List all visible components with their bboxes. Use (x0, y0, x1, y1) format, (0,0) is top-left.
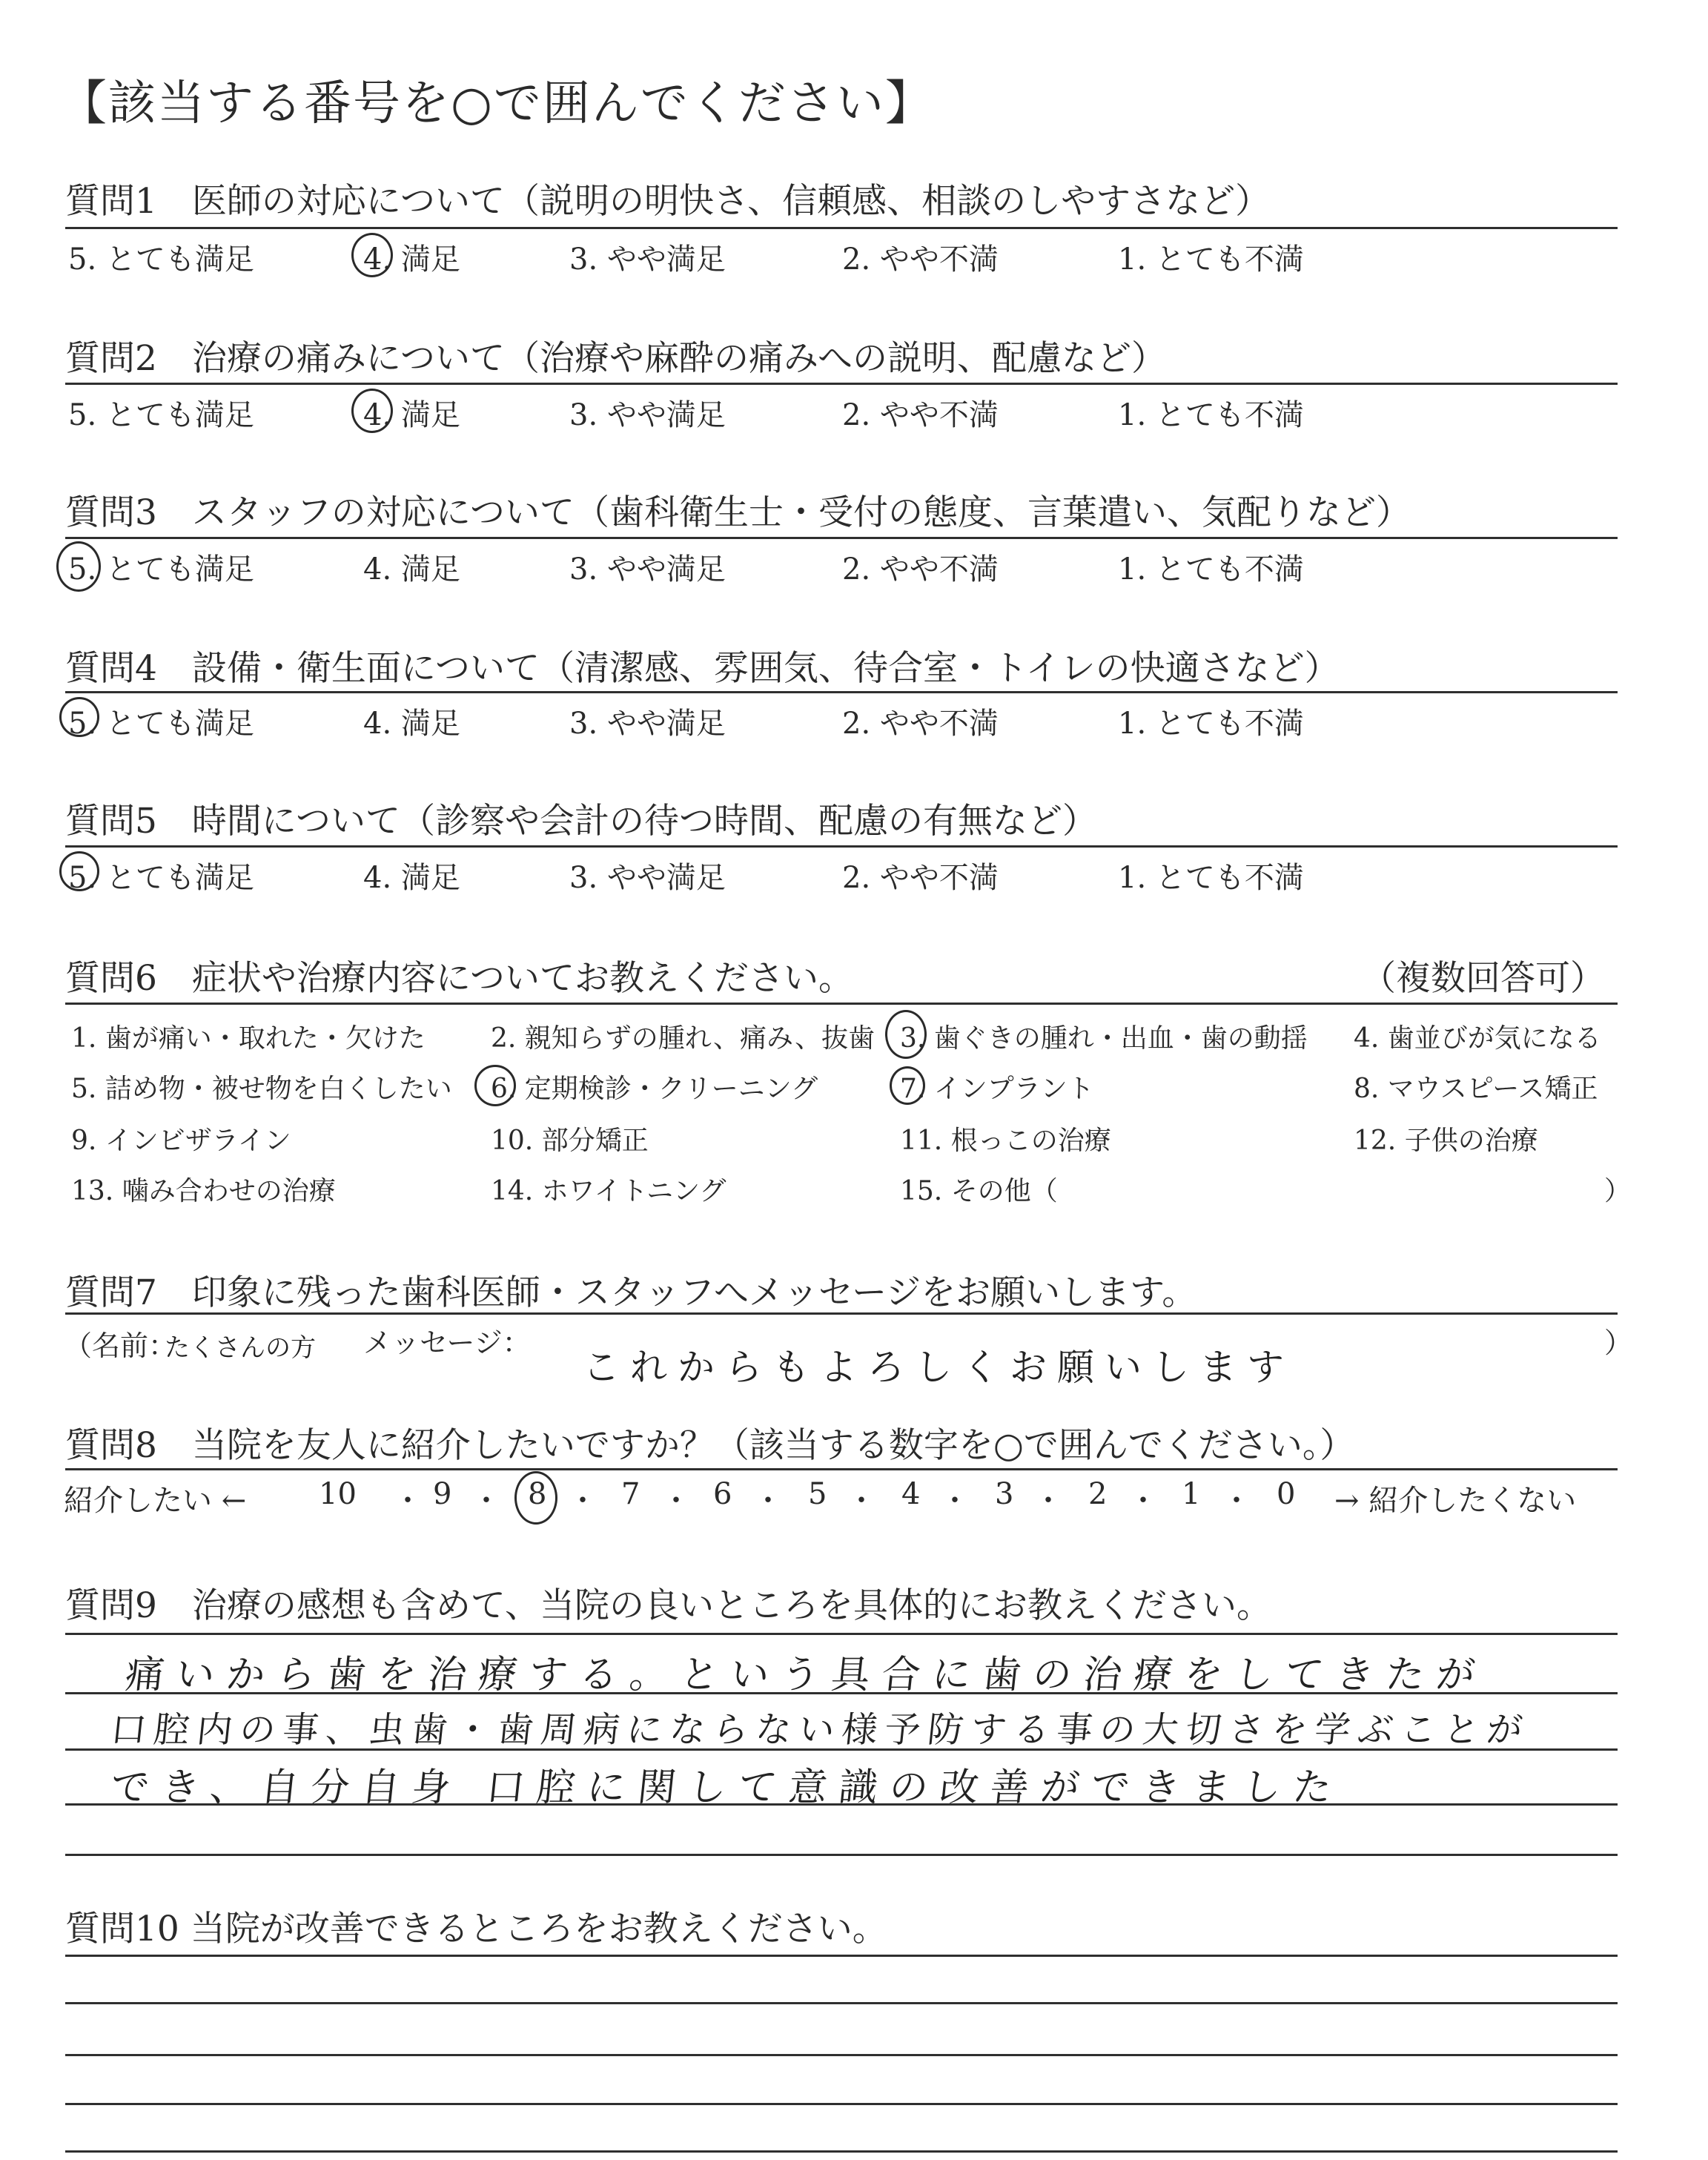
divider (65, 383, 1618, 385)
scale-sep: ・ (753, 1484, 783, 1518)
option-5[interactable]: 5. とても満足 (68, 398, 254, 432)
scale-5[interactable]: 5 (808, 1477, 827, 1511)
option-5[interactable]: 5. とても満足 (68, 707, 254, 741)
scale-sep: ・ (1033, 1484, 1063, 1518)
selection-circle (56, 541, 101, 592)
option-2[interactable]: 2. やや不満 (842, 242, 999, 277)
selection-circle (351, 389, 393, 433)
scale-left-label: 紹介したい ← (64, 1484, 247, 1518)
question-9-heading: 質問9 治療の感想も含めて、当院の良いところを具体的にお教えください。 (65, 1585, 1271, 1626)
scale-sep: ・ (393, 1484, 423, 1518)
divider (65, 537, 1618, 539)
scale-sep: ・ (568, 1484, 598, 1518)
option-5[interactable]: 5. とても満足 (68, 242, 254, 277)
question-4-heading: 質問4 設備・衛生面について（清潔感、雰囲気、待合室・トイレの快適さなど） (65, 648, 1340, 689)
symptom-item-6[interactable]: 6. 定期検診・クリーニング (491, 1074, 818, 1104)
other-close-paren: ） (1604, 1176, 1632, 1206)
selection-circle (474, 1065, 516, 1106)
option-3[interactable]: 3. やや満足 (569, 552, 726, 587)
scale-0[interactable]: 0 (1277, 1477, 1296, 1511)
answer-line-3[interactable]: でき、自分自身 口腔に関して意識の改善ができました (108, 1766, 1346, 1810)
option-3[interactable]: 3. やや満足 (569, 707, 726, 741)
option-4[interactable]: 4. 満足 (363, 861, 460, 895)
answer-line-2[interactable]: 口腔内の事、虫歯・歯周病にならない様予防する事の大切さを学ぶことが (108, 1709, 1532, 1751)
option-2[interactable]: 2. やや不満 (842, 707, 999, 741)
symptom-item-2[interactable]: 2. 親知らずの腫れ、痛み、抜歯 (491, 1023, 875, 1054)
option-5[interactable]: 5. とても満足 (68, 861, 254, 895)
symptom-item-1[interactable]: 1. 歯が痛い・取れた・欠けた (71, 1023, 426, 1054)
divider (65, 691, 1618, 693)
scale-sep: ・ (1128, 1484, 1158, 1518)
message-label: メッセージ： (363, 1327, 531, 1359)
divider (65, 227, 1618, 229)
scale-2[interactable]: 2 (1088, 1477, 1108, 1511)
selection-circle (514, 1471, 557, 1525)
option-1[interactable]: 1. とても不満 (1118, 861, 1304, 895)
scale-3[interactable]: 3 (995, 1477, 1014, 1511)
question-8-heading: 質問8 当院を友人に紹介したいですか？（該当する数字を○で囲んでください。） (65, 1425, 1355, 1466)
scale-8[interactable]: 8 (528, 1477, 547, 1511)
symptom-item-7[interactable]: 7. インプラント (900, 1074, 1094, 1104)
selection-circle (885, 1010, 927, 1059)
name-label: （名前： (64, 1330, 177, 1362)
divider (65, 1312, 1618, 1315)
answer-line (65, 1633, 1618, 1635)
scale-right-label: → 紹介したくない (1334, 1484, 1577, 1518)
question-6-heading: 質問6 症状や治療内容についてお教えください。 (65, 958, 853, 999)
option-4[interactable]: 4. 満足 (363, 398, 460, 432)
symptom-item-9[interactable]: 9. インビザライン (71, 1126, 291, 1156)
scale-sep: ・ (940, 1484, 970, 1518)
option-1[interactable]: 1. とても不満 (1118, 552, 1304, 587)
scale-sep: ・ (847, 1484, 876, 1518)
scale-sep: ・ (1222, 1484, 1251, 1518)
selection-circle (890, 1066, 925, 1105)
answer-line (65, 2150, 1618, 2153)
symptom-item-13[interactable]: 13. 噛み合わせの治療 (71, 1176, 336, 1206)
message-close-paren: ） (1604, 1327, 1633, 1359)
question-10-heading: 質問10 当院が改善できるところをお教えください。 (65, 1909, 887, 1949)
scale-9[interactable]: 9 (433, 1477, 452, 1511)
name-value[interactable]: たくさんの方 (165, 1333, 316, 1363)
answer-line (65, 1955, 1618, 1957)
option-5[interactable]: 5. とても満足 (68, 552, 254, 587)
scale-1[interactable]: 1 (1182, 1477, 1201, 1511)
question-2-heading: 質問2 治療の痛みについて（治療や麻酔の痛みへの説明、配慮など） (65, 338, 1167, 379)
answer-line (65, 2002, 1618, 2004)
divider (65, 1003, 1618, 1005)
multiple-answers-note: （複数回答可） (1361, 958, 1605, 999)
answer-line-1[interactable]: 痛いから歯を治療する。という具合に歯の治療をしてきたが (123, 1653, 1489, 1697)
scale-7[interactable]: 7 (621, 1477, 640, 1511)
question-7-heading: 質問7 印象に残った歯科医師・スタッフへメッセージをお願いします。 (65, 1272, 1197, 1313)
option-4[interactable]: 4. 満足 (363, 242, 460, 277)
symptom-item-10[interactable]: 10. 部分矯正 (491, 1126, 649, 1156)
scale-6[interactable]: 6 (713, 1477, 732, 1511)
answer-line (65, 1854, 1618, 1856)
scale-10[interactable]: 10 (319, 1477, 357, 1511)
scale-sep: ・ (471, 1484, 501, 1518)
option-3[interactable]: 3. やや満足 (569, 242, 726, 277)
answer-line (65, 2103, 1618, 2105)
symptom-item-5[interactable]: 5. 詰め物・被せ物を白くしたい (71, 1074, 452, 1104)
symptom-item-14[interactable]: 14. ホワイトニング (491, 1176, 726, 1206)
symptom-item-4[interactable]: 4. 歯並びが気になる (1354, 1023, 1601, 1054)
symptom-item-11[interactable]: 11. 根っこの治療 (900, 1126, 1111, 1156)
selection-circle (59, 851, 99, 891)
question-3-heading: 質問3 スタッフの対応について（歯科衛生士・受付の態度、言葉遣い、気配りなど） (65, 492, 1411, 533)
form-title: 【該当する番号を○で囲んでください】 (59, 76, 934, 131)
answer-line (65, 2054, 1618, 2056)
option-4[interactable]: 4. 満足 (363, 552, 460, 587)
selection-circle (351, 233, 393, 277)
question-5-heading: 質問5 時間について（診察や会計の待つ時間、配慮の有無など） (65, 801, 1097, 842)
selection-circle (59, 697, 99, 737)
option-1[interactable]: 1. とても不満 (1118, 242, 1304, 277)
option-2[interactable]: 2. やや不満 (842, 861, 999, 895)
symptom-item-12[interactable]: 12. 子供の治療 (1354, 1126, 1538, 1156)
option-2[interactable]: 2. やや不満 (842, 552, 999, 587)
option-1[interactable]: 1. とても不満 (1118, 398, 1304, 432)
option-4[interactable]: 4. 満足 (363, 707, 460, 741)
symptom-item-3[interactable]: 3. 歯ぐきの腫れ・出血・歯の動揺 (900, 1023, 1308, 1054)
question-1-heading: 質問1 医師の対応について（説明の明快さ、信頼感、相談のしやすさなど） (65, 181, 1271, 222)
option-2[interactable]: 2. やや不満 (842, 398, 999, 432)
option-1[interactable]: 1. とても不満 (1118, 707, 1304, 741)
scale-sep: ・ (661, 1484, 691, 1518)
scale-4[interactable]: 4 (901, 1477, 921, 1511)
message-value[interactable]: これからもよろしくお願いします (583, 1346, 1294, 1389)
option-3[interactable]: 3. やや満足 (569, 861, 726, 895)
symptom-item-8[interactable]: 8. マウスピース矯正 (1354, 1074, 1598, 1104)
divider (65, 1468, 1618, 1470)
symptom-item-15[interactable]: 15. その他（ (900, 1176, 1058, 1206)
divider (65, 845, 1618, 848)
option-3[interactable]: 3. やや満足 (569, 398, 726, 432)
